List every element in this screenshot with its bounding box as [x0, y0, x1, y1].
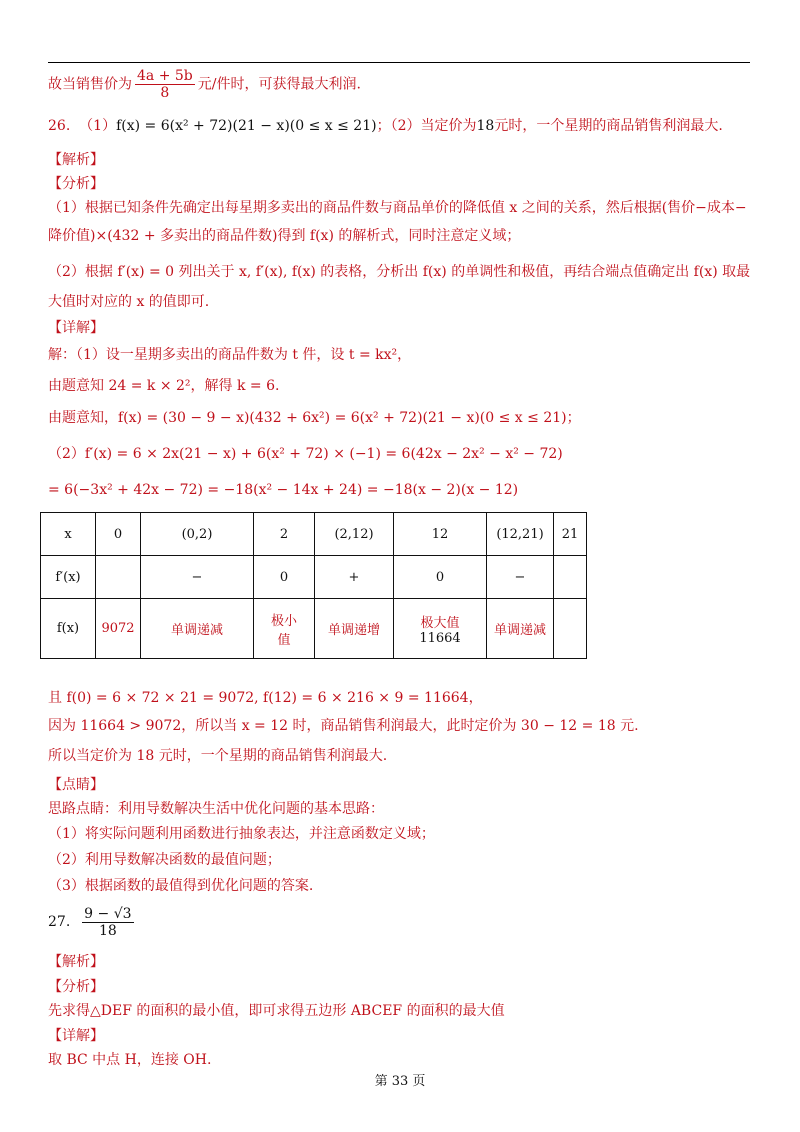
tips-line-3: （2）利用导数解决函数的最值问题； [48, 852, 281, 868]
table-cell: f(x) [41, 599, 96, 659]
q26-answer [48, 116, 723, 136]
analysis-line-3: （2）根据 f′(x) = 0 列出关于 x, f′(x), f(x) 的表格，分析出 f(x) 的单调性和极值，再结合端点值确定出 f(x) 取最 [48, 264, 751, 280]
fraction-numerator: 4a + 5b [137, 68, 193, 84]
analysis-line-4: 大值时对应的 x 的值即可. [48, 294, 210, 310]
tag-fenxi-2: 【分析】 [48, 979, 104, 995]
table-row-function [41, 599, 587, 659]
number: 18 [476, 118, 495, 134]
table-cell: 0 [96, 513, 141, 556]
text: （1） [79, 118, 117, 134]
text: （2）当定价为 [390, 118, 477, 134]
analysis2-line: 先求得△DEF 的面积的最小值，即可求得五边形 ABCEF 的面积的最大值 [48, 1003, 505, 1019]
table-cell: (0,2) [141, 513, 254, 556]
table-cell: 0 [394, 556, 487, 599]
page-number: 第 33 页 [374, 1074, 426, 1089]
table-row-x [41, 513, 587, 556]
table-cell: 0 [254, 556, 315, 599]
fraction [135, 68, 195, 101]
table-cell: 单调递增 [315, 599, 394, 659]
table-cell: (12,21) [487, 513, 554, 556]
table-cell [96, 556, 141, 599]
table-cell: − [487, 556, 554, 599]
cell-text: 11664 [419, 630, 461, 646]
q27-answer [48, 904, 137, 940]
table-cell: + [315, 556, 394, 599]
table-cell: 21 [554, 513, 587, 556]
analysis-line-2: 降价值)×(432 + 多卖出的商品件数)得到 f(x) 的解析式，同时注意定义域； [48, 228, 521, 244]
tag-xiangjie: 【详解】 [48, 320, 104, 336]
table-row-derivative [41, 556, 587, 599]
fraction-denominator: 18 [98, 922, 117, 939]
table-cell: 2 [254, 513, 315, 556]
tips-line-2: （1）将实际问题利用函数进行抽象表达，并注意函数定义域； [48, 826, 435, 842]
detail2-line: 取 BC 中点 H，连接 OH. [48, 1052, 212, 1068]
after-table-line-1: 且 f(0) = 6 × 72 × 21 = 9072, f(12) = 6 × 216 × 9 = 11664， [48, 690, 483, 706]
analysis-line-1: （1）根据已知条件先确定出每星期多卖出的商品件数与商品单价的降低值 x 之间的关系，然后根据(售价−成本− [48, 200, 747, 216]
after-table-line-3: 所以当定价为 18 元时，一个星期的商品销售利润最大. [48, 748, 388, 764]
table-cell: − [141, 556, 254, 599]
table-cell [554, 556, 587, 599]
table-cell [554, 599, 587, 659]
table-cell: 单调递减 [141, 599, 254, 659]
table-cell: (2,12) [315, 513, 394, 556]
question-number: 26. [48, 118, 71, 134]
tag-jiexi: 【解析】 [48, 152, 104, 168]
detail-line-3: 由题意知，f(x) = (30 − 9 − x)(432 + 6x²) = 6(x² + 72)(21 − x)(0 ≤ x ≤ 21)； [48, 410, 581, 426]
header-rule [48, 62, 750, 63]
answer-line-25 [48, 68, 361, 100]
detail-line-2: 由题意知 24 = k × 2²，解得 k = 6. [48, 378, 280, 394]
formula: f(x) = 6(x² + 72)(21 − x)(0 ≤ x ≤ 21) [116, 118, 377, 134]
cell-text: 极小 [270, 613, 297, 629]
cell-text: 极大值 [420, 615, 460, 631]
tag-dianjing: 【点睛】 [48, 777, 104, 793]
detail-line-1: 解：（1）设一星期多卖出的商品件数为 t 件，设 t = kx²， [48, 347, 412, 363]
detail-line-4: （2）f′(x) = 6 × 2x(21 − x) + 6(x² + 72) × (−1) = 6(42x − 2x² − x² − 72) [48, 446, 563, 462]
table-cell: 9072 [96, 599, 141, 659]
monotonicity-table [40, 512, 587, 659]
table-cell [394, 599, 487, 659]
text: 故当销售价为 [48, 76, 132, 93]
fraction-numerator: 9 − √3 [84, 905, 132, 922]
tag-xiangjie-2: 【详解】 [48, 1028, 104, 1044]
table-cell: 单调递减 [487, 599, 554, 659]
text: 元/件时，可获得最大利润. [197, 76, 361, 93]
fraction [82, 906, 133, 939]
tag-fenxi: 【分析】 [48, 176, 104, 192]
question-number: 27. [48, 914, 71, 930]
tips-line-1: 思路点睛：利用导数解决生活中优化问题的基本思路： [48, 801, 384, 817]
table-cell: x [41, 513, 96, 556]
cell-text: 值 [277, 632, 291, 648]
table-cell [254, 599, 315, 659]
table-cell: 12 [394, 513, 487, 556]
after-table-line-2: 因为 11664 > 9072，所以当 x = 12 时，商品销售利润最大，此时定价为 30 − 12 = 18 元. [48, 718, 639, 734]
tips-line-4: （3）根据函数的最值得到优化问题的答案. [48, 878, 314, 894]
detail-line-5: = 6(−3x² + 42x − 72) = −18(x² − 14x + 24) = −18(x − 2)(x − 12) [48, 482, 519, 498]
table-cell: f′(x) [41, 556, 96, 599]
tag-jiexi-2: 【解析】 [48, 954, 104, 970]
text: ； [376, 118, 391, 134]
fraction-denominator: 8 [160, 85, 170, 101]
text: 元时，一个星期的商品销售利润最大. [494, 118, 723, 134]
